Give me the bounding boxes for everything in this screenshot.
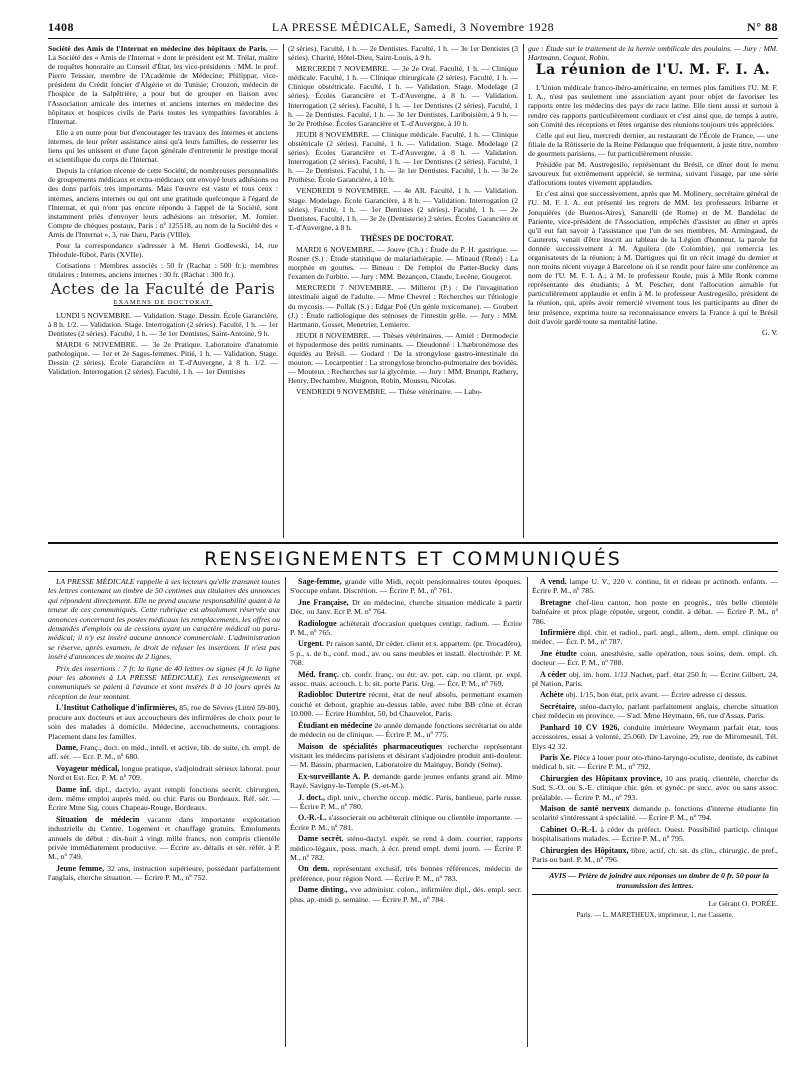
classified-ad-text: sténo-dactyl. expér. se rend à dom. courrier, rapports médico-légaux, poss. mach. à écr. prend empl. demi journ. — Écrire P. M., nº 782.	[290, 834, 522, 862]
acts-paragraph: (2 séries), Faculté, 1 h. — 2e Dentistes. Faculté, 1 h. — 3e 1er Dentistes (3 séries). Charité, Hôtel-Dieu, Saint-Louis, à 9 h.	[288, 44, 518, 63]
classified-ad	[532, 825, 778, 844]
classified-ad-lead: Secrétaire,	[540, 701, 577, 711]
classified-ad	[290, 834, 522, 862]
acts-paragraph: MERCREDI 7 NOVEMBRE. — 3e 2e Oral. Faculté, 1 h. — Clinique médicale. Faculté, 1 h. — Clinique chirurgicale (2 séries). Faculté, 1 h. — Clinique obstétricale. Faculté, 1 h. — Validation. Stage. Modelage (2 séries). Écoles Garancière et T.-d'Auvergne, à 8 h. — Validation. Interrogation (2 séries). Faculté, 1 h. — 1er Dentistes (2 séries). Faculté, 1 h. — 2e Dentistes. Faculté, 1 h. — 3e 1er Dentistes. Lariboisière, à 9 h. — 3e 2e Prothèse. Écoles Garancière et T.-d'Auvergne, à 10 h.	[288, 64, 518, 128]
classified-ad-lead: O.-R.-L.	[298, 813, 327, 823]
rens-title: RENSEIGNEMENTS ET COMMUNIQUÉS	[204, 548, 622, 570]
ufmia-signature: G. V.	[762, 327, 778, 337]
classified-ad-lead: A vend.	[540, 577, 567, 586]
classified-ad-text: Pr raison santé, Dr céder. client et s. appartem. (pr. Trocadéro), 5 p., s. de b., conf. mod., av. ou sans meubles et install. électrothér. P. M. 768.	[290, 639, 522, 668]
rens-list	[48, 703, 280, 882]
classified-ad-lead: Situation de médecin	[56, 814, 140, 824]
page-number: 1408	[48, 20, 74, 34]
issue-number: N° 88	[747, 20, 778, 34]
classified-ad-text: sténo-dactylo, parlant parfaitement anglais, cherche situation chez médecin en province. — S'ad. Mme Heymann, 66, rue d'Assas, Paris.	[532, 701, 778, 721]
classified-ad-text: dipl. univ., cherche occup. médic. Paris, banlieue, parle russe. — Écrire P. M., nº 780.	[290, 792, 522, 811]
classified-ad	[532, 628, 778, 647]
classified-ad-lead: Cabinet O.-R.-L	[540, 824, 598, 834]
journal-title: LA PRESSE MÉDICALE, Samedi, 3 Novembre 1928	[271, 20, 555, 34]
classified-ad	[532, 598, 778, 626]
acts-paragraph: VENDREDI 9 NOVEMBRE. — 4e AR. Faculté, 1 h. — Validation. Stage. Modelage. École Garancière, à 8 h. — Validation. Interrogation (2 séries). Faculté, 1 h. — 1er Dentistes (2 séries). Faculté, 1 h. — 2e Dentistes. Faculté, 1 h. — 3e 2e (Dentisterie) 2 séries. Écoles Garancière et T.-d'Auvergne, à 8 h.	[288, 186, 518, 232]
ufmia-paragraph: Présidée par M. Austregesilo, représentant du Brésil, ce dîner dout le menu savoureux fut extrêmement apprécié, se termina, suivant l'usage, par une série d'allocutions toutes vivement applaudies.	[528, 160, 778, 188]
acts-title: Actes de la Faculté de Paris	[50, 280, 276, 299]
society-notice: Société des Amis de l'Internat en médecine des hôpitaux de Paris. — La Société des « Amis de l'Internat » dont le président est M. Trélat, maître de requêtes honoraire au Conseil d'État, les vice-présidents : MM. le prof. Pierre Teissier, membre de l'Académie de Médecine; Philippar, vice-président du Crédit foncier d'Algérie et de Tunisie; Crouzon, médecin de l'hospice de la Salpêtrière, a pour but de grouper en liaison avec l'Association amicale des internes et anciens internes en médecine des hôpitaux et hospices civils de Paris toutes les sympathies favorables à l'Internat.	[48, 44, 278, 126]
classified-ad	[290, 864, 522, 883]
classified-ad	[532, 723, 778, 751]
rens-column-1	[48, 577, 280, 885]
column-divider	[527, 577, 528, 1047]
classified-ad	[532, 577, 778, 596]
ufmia-paragraph: Et c'est ainsi que successivement, après que M. Molinery, secrétaire général de l'U. M. F. I. A. eut présenté les regrets de MM. les professeurs Iribarne et Jonquières (de Buenos-Aires), Sanarelli (de Rome) et de M. Bandelac de Pariente, vice-président de l'Association, empêchés d'assister au dîner et après qu'il eut fait savoir à l'assistance que l'un de ses membres, M. Armingaud, de Cauterets, venait d'être inscrit au tableau de la Légion d'honneur, la parole fut donnée successivement à M. Aguilera (de Colombie), qui remercia les organisateurs de la réunion; à M. Dartigues qui fit un récit imagé du dernier et non moins récent voyage à Barcelone où il se rendit pour faire une conférence au nom de l'U. M. F. I. A.; à M. le professeur Roule, puis à Mlle Ronk comme représentante des étudiants; à M. Pescher, dont l'allocution aimable fut particulièrement applaudie et enfin à M. le professeur Austregesilo, président de la réunion, qui, après avoir remercié vivement tous les participants au dîner de leur présence, exprima toute sa reconnaissance envers la France à qui le Brésil doit d'avoir gardé toute sa mentalité latine.	[528, 189, 778, 326]
classified-ad	[290, 690, 522, 718]
classified-ad-text: vve administr. colon., infirmière dipl., dés. empl. secr. plus. ap.-midi p. semaine. — Écrire P. M., nº 784.	[290, 885, 522, 904]
acts-paragraph: JEUDI 8 NOVEMBRE. — Clinique médicale. Faculté, 1 h. — Clinique obstétricale (2 séries). Faculté, 1 h. — Validation. Stage. Modelage (2 séries). Écoles Garancière et T.-d'Auvergne, à 8 h. — Validation. Interrogation (2 séries). Faculté, 1 h. — 1er Dentistes (2 séries). Faculté, 1 h. — 2e Dentistes. Faculté, 1 h. — 3e 1er Dentistes. Faculté, 1 h. — 3e 2e Prothèse. École Garancière, à 10 h.	[288, 129, 518, 185]
classified-ad-lead: Achète	[540, 690, 564, 700]
column-1	[48, 44, 278, 378]
classified-ad-lead: Radiobloc Dutertre	[298, 690, 366, 700]
theses-title: THÈSES DE DOCTORAT.	[360, 233, 454, 243]
classified-ad-lead: Bretagne	[540, 597, 571, 607]
ufmia-paragraph: L'Union médicale franco-ibéro-américaine, en termes plus familiers l'U. M. F. I. A., n'est pas seulement une association ayant pour objet de favoriser les rapports entre les médecins des pays de race latine. Elle tient aussi et surtout à rendre ces rapports particulièrement cordiaux et c'est ainsi que, de temps à autre, son Comité des réceptions et fêtes organise des réunions toujours très appréciées.	[528, 83, 778, 129]
classified-ad-text: obj. im. hom. 1/12 Nachet, parf. état 250 fr. — Écrire Gilbert, 24, pl Nation, Paris.	[532, 669, 778, 689]
classified-ad	[290, 670, 522, 689]
rens-column-2	[290, 577, 522, 906]
classified-ad-lead: Méd. franç.	[298, 669, 339, 679]
classified-ad-text: récent, état de neuf absolu, permettant examen couché et debout, graphie au-dessus table, avec tube BB cône et écran 10.000. — Écrire Humblot, 50, bd Chauvelot, Paris.	[290, 690, 522, 719]
classified-ad-lead: J. doct.,	[298, 792, 325, 802]
classified-ad-text: ch. confr. franç. ou étr. av. pet. cap. ou client. pr. expl. assoc. mais. accouch. t. b. sit. porte Paris. Urg. — Écr. P. M., nº 769.	[290, 669, 522, 689]
classified-ad-lead: On dem.	[298, 864, 330, 874]
acts-paragraph: MARDI 6 NOVEMBRE. — 3e 2e Pratique. Laboratoire d'anatomie pathologique. — 1er et 2e Sages-femmes. Pitié, 1 h. — Validation. Stage. Dessin (2 séries). École Garancière et T.-d'Auvergne, à 8 h. 1/2. — Validation. Interrogation (2 séries). Faculté, 1 h. — 1er Dentistes	[48, 339, 278, 377]
classified-ad-text: obj. 1/15, bon état, prix avant. — Écrire adresse ci dessus.	[563, 690, 747, 700]
classified-ad-lead: Maison de santé nerveux	[540, 803, 630, 813]
classified-ad-lead: Ex-surveillante A. P.	[298, 771, 370, 781]
acts-paragraph: LUNDI 5 NOVEMBRE. — Validation. Stage. Dessin. École Garancière, à 8 h. 1/2. — Validation. Stage. Interrogation (2 séries). Faculté, 1 h. — 1er Dentistes (2 séries). Faculté, 1 h. — 3e 1er Dentistes, Saint-Antoine, 9 h.	[48, 310, 278, 338]
classified-ad-text: 32 ans, instruction supérieure, possédant parfaitement l'anglais, cherche situation. — Écrire P. M., nº 752.	[48, 863, 281, 883]
theses-paragraph: VENDREDI 9 NOVEMBRE. — Thèse vétérinaire. — Laho-	[296, 387, 483, 397]
classified-ad	[290, 772, 522, 791]
classified-ad-text: 10 ans pratiq. clientèle, cherche ds Sud, S.-O. ou S.-E. clinique chir. gén. et gynéc. pr succ. avec ou sans assoc. préalable. — Écrire P. M., nº 793.	[532, 773, 778, 802]
printer-line: Paris. — L. MARETHEUX, imprimeur, 1, rue Cassette.	[576, 911, 734, 920]
classified-ad-lead: Infirmière	[540, 628, 576, 638]
ufmia-paragraph: Celle qui eut lieu, mercredi dernier, au restaurant de l'École de France, — une filiale de la Rôtisserie de la Reine Pédauque que fréquentent, à juste titre, nombre de gourmets parisiens, — fut particulièrement réussie.	[528, 130, 778, 158]
classified-ad	[532, 774, 778, 802]
classified-ad-text: conduite intérieure Weymann parfait état, tous accessoires, essai à volonté, 25.060. Dr Lavoine, 29, rue de Miromesnil, Tél. Elys 42 32.	[532, 722, 778, 751]
classified-ad-text: Franç., doct. en méd., intell. et active, lib. de suite, ch. empl. de aff. sér. — Ecr. P. M., nº 680.	[48, 742, 280, 762]
classified-ad-text: dipl., dactylo, ayant rempli fonctions secrét. chirurgien, dem. même emploi auprès méd. ou chir. Paris ou Bordeaux. Réf. sér. — Écrire Mme Sig, cours Chapeau-Rouge, Bordeaux.	[48, 784, 280, 813]
rens-list	[532, 577, 778, 864]
page-header	[48, 20, 778, 38]
classified-ad	[532, 753, 778, 772]
classified-ad-text: à céder ds préfect. Ouest. Possibilité particip. clinique hospitalisations malades. — Écrire P. M., nº 795.	[532, 824, 778, 844]
classified-ad	[48, 864, 280, 883]
classified-ad	[290, 885, 522, 904]
classified-ad-lead: Étudiant en médecine	[298, 720, 373, 730]
classified-ad-text: recherche représentant visitant les médecins parisiens et désirant s'adjoindre produit anti-douleur. — M. Bassin, pharmacien, Laboratoire du Mainguy, Bondy (Seine).	[290, 741, 522, 770]
theses-continuation: gue : Étude sur le traitement de la hernie ombilicale des poulains. — Jury : MM. Hartmann, Coquot, Robin.	[528, 44, 778, 63]
column-divider	[285, 577, 286, 1047]
acts-subtitle: EXAMENS DE DOCTORAT.	[113, 299, 213, 307]
classified-ad-lead: Dame,	[56, 742, 78, 752]
classified-ad	[532, 690, 778, 699]
classified-ad-text: Pièce à louer pour oto-rhino-laryngo-oculiste, dentiste, ds cabinet médical b. sit. — Écrire P. M., nº 792.	[532, 752, 778, 772]
society-paragraph: Pour la correspondance s'adresser à M. Henri Godlewski, 14, rue Théodule-Ribot, Paris (XVIIe).	[48, 240, 278, 260]
classified-ad-lead: Dame secrét.	[298, 834, 344, 844]
column-divider	[283, 44, 284, 538]
classified-ad	[532, 649, 778, 668]
classified-ad-lead: Panhard 10 CV 1926,	[540, 722, 620, 732]
classified-ad-text: chef-lieu canton, bon poste en progrès., très belle clientèle balnéaire et prox plage réputée, urgent, condit. à débat. — Écrire P. M., nº 786.	[532, 597, 778, 626]
classified-ad-text: longue pratique, s'adjoindrait sérieux laborat. pour Nord et Est. Ecr. P. M. nº 709.	[48, 763, 280, 783]
classified-ad	[532, 702, 778, 721]
classified-ad-text: dipl. chir. et radiol., parl. angl., allem., dem. empl. clinique ou médec. — Écr. P. M., nº 787.	[532, 628, 778, 647]
classified-ad	[290, 721, 522, 740]
classified-ad	[290, 793, 522, 812]
theses-paragraph: MERCREDI 7 NOVEMBRE. — Millerot (P.) : De l'invagination intestinale aiguë de l'adulte. — Mme Chevrel : Recherches sur l'étiologie du mycosis. — Pollak (S.) : Edgar Poë (Un génie toxicomane). — Goubert (J.) : Étude radiologique des sténoses de l'intestin grêle. — Jury : MM. Hartmann, Gosset, Menetrier, Lemierre.	[288, 283, 518, 329]
column-divider	[523, 44, 524, 538]
classified-ad-text: vacante dans importante exploitation industrielle du Centre. Logement et chauffage gratuits. Émoluments annuels de début : dix-huit à vingt mille francs, non compris clientèle privée immédiatement productive. — Écrire av. détails et sér. référ. à P. M., nº 749.	[48, 814, 280, 862]
classified-ad-lead: A céder	[540, 669, 567, 679]
classified-ad-text: s'associerait ou achèterait clinique ou clientèle importante. — Écrire P. M., nº 781.	[290, 813, 522, 832]
classified-ad-text: demande garde jeunes enfants grand air. Mme Rayé, Savigny-le-Temple (S.-et-M.).	[290, 771, 522, 791]
classified-ad-lead: Sage-femme,	[298, 577, 342, 586]
classified-ad	[532, 846, 778, 865]
rens-list	[290, 577, 522, 904]
column-2	[288, 44, 518, 398]
ufmia-title: La réunion de l'U. M. F. I. A.	[535, 62, 771, 79]
theses-paragraph: JEUDI 8 NOVEMBRE. — Thèses vétérinaires. — Amiel : Dermodecie et hypodermose des petits ruminants. — Dieudonné : L'hæbronémose des équidés au Brésil. — Godard : De la strongylose gastro-intestinale du mouton. — Lecarpentier : La strongylose broncho-pulmonaire des bovidés. — Mouteux : Recherches sur la glycémie. — Jury : MM. Brumpt, Rathery, Henry, Dechambre, Muignon, Robin, Moussu, Nicolas.	[288, 330, 518, 386]
avis-text: AVIS — Prière de joindre aux réponses un timbre de 0 fr. 50 pour la transmission des lettres.	[549, 871, 769, 890]
society-paragraph: Elle a en outre pour but d'encourager les travaux des internes et anciens internes, de leur prêter assistance ainsi qu'à leurs familles, de resserrer les liens qui les unissent et d'une façon générale d'entretenir le prestige moral et scientifique du corps de l'Internat.	[48, 127, 278, 165]
classified-ad-text: représentant exclusif, très bonnes références, médecin de préférence, pour région Nord. — Écrire P. M., nº 783.	[290, 864, 522, 883]
classified-ad-lead: Urgent.	[298, 639, 324, 649]
society-title: Société des Amis de l'Internat en médecine des hôpitaux de Paris.	[48, 44, 268, 53]
classified-ad-text: demande p. fonctions d'interne étudiante fin scolarité s'intéressant à spécialité. — Écrire P. M., nº 794.	[532, 803, 778, 823]
classified-ad-lead: Voyageur médical,	[56, 763, 120, 773]
society-paragraph: Cotisations : Membres associés : 50 fr (Rachat : 500 fr.); membres titulaires : Internes, anciens internes : 30 fr. (Rachat : 300 fr.).	[48, 261, 278, 280]
rens-intro: LA PRESSE MÉDICALE rappelle à ses lecteurs qu'elle transmet toutes les lettres contenant un timbre de 50 centimes aux titulaires des annonces qui répondent directement. Elle ne prend aucune responsabilité quant à la teneur de ces communiqués. Cette rubrique est absolument réservée aux annonces concernant les postes médicaux les remplacements, les offres ou demandes d'emplois ou de cessions ayant un caractère médical ou para-médical; il n'y est inséré aucune annonce commerciale. L'administration se réserve, après examen, le droit de refuser les insertions. Il n'est pas inséré d'annonces de moins de 2 lignes.	[48, 577, 280, 662]
classified-ad	[48, 785, 280, 813]
classified-ad-lead: Paris Xe.	[540, 752, 572, 762]
rens-column-3	[532, 577, 778, 920]
classified-ad-text: libre, actif, ch. sit. ds clin., chirurgic. de pref., Paris ou banl. P. M., nº 796.	[532, 845, 778, 864]
classified-ad-lead: Jeune femme,	[56, 863, 105, 873]
classified-ad	[48, 815, 280, 862]
rens-prices: Prix des insertions : 7 fr. la ligne de 40 lettres ou signes (4 fr. la ligne pour les abonnés à LA PRESSE MÉDICALE). Les renseignements et communiqués se paient à l'avance et sont insérés 8 à 10 jours après la réception de leur montant.	[48, 663, 280, 701]
classified-ad-text: achèterait d'occasion quelques centigr. radium. — Écrire P. M., nº 765.	[290, 618, 522, 638]
theses-paragraph: MARDI 6 NOVEMBRE. — Jouve (Ch.) : Étude du P. H. gastrique. — Rosner (S.) : Étude statistique de malariathérapie. — Minaud (René) : La morphée en gouttes. — Bineau : De l'emploi du Patter-Bucky dans l'examen de l'orbite. — Jury : MM. Bezançon, Claude, Lecène, Gougerot.	[288, 244, 518, 282]
gerant: Le Gérant O. PORÉE.	[708, 899, 778, 909]
classified-ad-lead: Dame disting.,	[298, 885, 348, 895]
classified-ad	[48, 743, 280, 762]
classified-ad	[48, 703, 280, 741]
classified-ad-lead: Radiologue	[298, 618, 337, 628]
section-rule	[48, 542, 778, 544]
classified-ad-text: lampe U. V., 220 v. continu, lit et rideau pr actinoth. enfants. — Écrire P. M., nº 785.	[532, 577, 778, 596]
classified-ad-text: grande ville Midi, reçoit pensionnaires toutes époques. S'occupe enfant. Discrétion. — Écrire P. M., nº 761.	[290, 577, 522, 596]
classified-ad-text: 2e année demande fonctions secrétariat ou aide de médecin ou de clinique. — Écrire P. M., nº 775.	[290, 720, 522, 740]
classified-ad	[290, 598, 522, 617]
header-rule	[48, 38, 778, 39]
classified-ad	[532, 804, 778, 823]
section-rule	[48, 571, 778, 572]
classified-ad	[290, 813, 522, 832]
classified-ad	[290, 742, 522, 770]
classified-ad	[290, 639, 522, 667]
society-paragraph: Depuis la création récente de cette Société, de nombreuses personnalités de groupements médicaux et extra-médicaux ont envoyé leurs adhésions ou des dons parfois très importants. Mais l'œuvre est vaste et tous ceux : internes, anciens internes ou qui ont une gratitude quelconque à l'égard de l'Internat, et qui n'ont pas encore répondu à l'appel de la Société, sont instamment priés d'envoyer leurs adhésions au trésorier, M. Jomier. Compte de chèques postaux, Paris : nº 125518, au nom de la Société des « Amis de l'Internat », 3, rue Daru, Paris (VIIIe).	[48, 166, 278, 239]
classified-ad	[290, 619, 522, 638]
classified-ad-lead: Jne étudte	[540, 648, 577, 658]
classified-ad-text: Dr en médecine, cherche situation médicale à partir Déc. ou Janv. Ecr P. M. nº 764.	[290, 597, 522, 617]
avis-box	[532, 868, 778, 895]
classified-ad-text: 85, rue de Sèvres (Littré 59-80), procure aux docteurs et aux accoucheurs des infirmières de choix pour le soin des malades à domicile. Médecine, accouchements, contagions. Placement dans les familles.	[48, 703, 280, 741]
classified-ad	[532, 670, 778, 689]
classified-ad	[48, 764, 280, 783]
column-3	[528, 44, 778, 337]
classified-ad-lead: Maison de spécialités pharmaceutiques	[298, 741, 443, 751]
classified-ad-lead: Jne Française,	[298, 597, 349, 607]
classified-ad-text: conn. anesthésie, salle opération, tous soins, dem. empl. ch. docteur — Écr. P. M., nº 788.	[532, 648, 778, 668]
classified-ad-lead: L'Institut Catholique d'infirmières,	[56, 703, 178, 713]
classified-ad-lead: Chirurgien des Hôpitaux province,	[540, 773, 663, 783]
classified-ad	[290, 577, 522, 596]
classified-ad-lead: Chirurgien des Hôpitaux,	[540, 845, 629, 855]
classified-ad-lead: Dame inf.	[56, 784, 92, 794]
